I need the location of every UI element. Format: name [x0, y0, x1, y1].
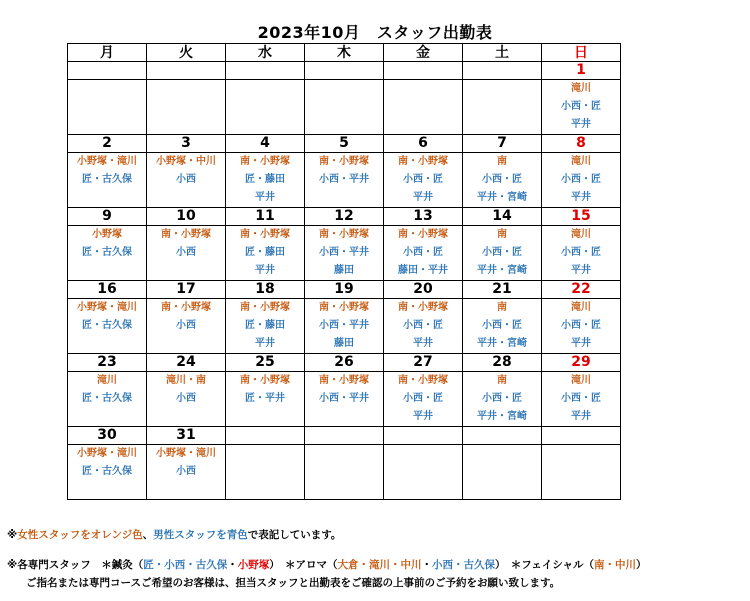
day-number: 19: [334, 281, 354, 297]
male-staff-line: 平井: [571, 411, 591, 422]
page-title: 2023年10月 スタッフ出勤表: [257, 23, 493, 42]
staff-row: [68, 372, 621, 427]
male-staff-line: 小西・匠: [561, 393, 601, 404]
male-staff-line: 匠・藤田: [245, 320, 285, 331]
staff-cell: [542, 299, 621, 354]
day-number: 23: [97, 354, 117, 370]
male-staff-line: 平井・宮崎: [477, 265, 527, 276]
weekday-fri: 金: [384, 44, 463, 62]
staff-cell: [305, 153, 384, 208]
staff-cell: [305, 299, 384, 354]
day-number: 8: [576, 135, 586, 151]
day-number: 22: [571, 281, 591, 297]
date-cell: [384, 208, 463, 226]
date-cell: [226, 281, 305, 299]
date-cell: [542, 354, 621, 372]
male-staff-line: 匠・古久保: [82, 466, 132, 477]
specialist-note: [7, 557, 646, 572]
staff-cell: [463, 372, 542, 427]
date-cell: [305, 208, 384, 226]
acupuncture-female-staff: 小野塚: [237, 559, 270, 571]
male-staff-line: 藤田・平井: [398, 265, 448, 276]
staff-cell: [226, 153, 305, 208]
staff-cell: [305, 80, 384, 135]
weekday-tue: 火: [147, 44, 226, 62]
day-number: 29: [571, 354, 591, 370]
note-mark: ※: [7, 529, 18, 541]
date-cell: [384, 62, 463, 80]
day-number: 14: [492, 208, 512, 224]
staff-cell: [542, 80, 621, 135]
date-cell: [147, 427, 226, 445]
male-staff-line: 小西: [176, 247, 196, 258]
staff-row: [68, 80, 621, 135]
aroma-sep: ・: [421, 559, 432, 571]
aroma-head: ） ＊アロマ（: [269, 559, 338, 571]
female-staff-line: 南: [497, 229, 507, 240]
female-staff-line: 南: [497, 375, 507, 386]
day-number: 17: [176, 281, 196, 297]
staff-cell: [384, 372, 463, 427]
staff-cell: [463, 299, 542, 354]
female-staff-line: 小野塚・滝川: [156, 448, 216, 459]
female-legend: 女性スタッフをオレンジ色: [17, 529, 143, 541]
staff-row: [68, 153, 621, 208]
staff-cell: [226, 372, 305, 427]
male-staff-line: 小西: [176, 320, 196, 331]
aroma-male-staff: 小西・古久保: [431, 559, 495, 571]
female-staff-line: 南・小野塚: [319, 156, 369, 167]
female-staff-line: 滝川: [571, 156, 591, 167]
reservation-note: ご指名または専門コースご希望のお客様は、担当スタッフと出勤表をご確認の上事前のご予約をお願い致します。: [26, 577, 561, 589]
day-number: 6: [418, 135, 428, 151]
date-cell: [463, 135, 542, 153]
date-cell: [68, 135, 147, 153]
female-staff-line: 南: [497, 302, 507, 313]
staff-cell: [147, 299, 226, 354]
date-cell: [226, 135, 305, 153]
male-staff-line: 平井: [413, 192, 433, 203]
female-staff-line: 南・小野塚: [161, 229, 211, 240]
date-cell: [542, 135, 621, 153]
female-staff-line: 南: [497, 156, 507, 167]
male-staff-line: 平井: [571, 119, 591, 130]
staff-cell: [147, 226, 226, 281]
date-cell: [147, 281, 226, 299]
date-cell: [226, 427, 305, 445]
male-staff-line: 平井: [255, 265, 275, 276]
staff-cell: [68, 299, 147, 354]
date-cell: [68, 281, 147, 299]
weekday-sat: 土: [463, 44, 542, 62]
staff-cell: [68, 445, 147, 500]
male-staff-line: 匠・藤田: [245, 247, 285, 258]
staff-cell: [226, 445, 305, 500]
date-cell: [542, 427, 621, 445]
staff-cell: [147, 372, 226, 427]
facial-staff: 南・中川: [593, 559, 636, 571]
male-staff-line: 小西・匠: [561, 247, 601, 258]
legend-note: [7, 527, 341, 542]
staff-cell: [384, 226, 463, 281]
staff-cell: [542, 372, 621, 427]
staff-cell: [542, 226, 621, 281]
male-staff-line: 平井・宮崎: [477, 411, 527, 422]
weekday-wed: 水: [226, 44, 305, 62]
day-number: 28: [492, 354, 512, 370]
male-staff-line: 平井: [255, 192, 275, 203]
day-number: 12: [334, 208, 354, 224]
date-row: [68, 281, 621, 299]
female-staff-line: 南・小野塚: [240, 156, 290, 167]
date-cell: [463, 427, 542, 445]
male-staff-line: 平井: [571, 338, 591, 349]
date-row: [68, 427, 621, 445]
note-suffix: で表記しています。: [247, 529, 342, 541]
female-staff-line: 南・小野塚: [398, 302, 448, 313]
staff-cell: [463, 153, 542, 208]
female-staff-line: 南・小野塚: [398, 375, 448, 386]
day-number: 7: [497, 135, 507, 151]
date-cell: [226, 354, 305, 372]
date-cell: [226, 62, 305, 80]
day-number: 18: [255, 281, 275, 297]
male-staff-line: 小西・匠: [482, 174, 522, 185]
day-number: 27: [413, 354, 433, 370]
male-staff-line: 匠・古久保: [82, 393, 132, 404]
staff-row: [68, 226, 621, 281]
date-cell: [68, 427, 147, 445]
staff-cell: [226, 226, 305, 281]
male-staff-line: 小西・匠: [482, 247, 522, 258]
male-staff-line: 小西: [176, 393, 196, 404]
weekday-sun: 日: [542, 44, 621, 62]
day-number: 3: [181, 135, 191, 151]
female-staff-line: 滝川: [97, 375, 117, 386]
female-staff-line: 滝川: [571, 302, 591, 313]
date-cell: [305, 354, 384, 372]
weekday-thu: 木: [305, 44, 384, 62]
date-cell: [305, 135, 384, 153]
male-staff-line: 匠・古久保: [82, 320, 132, 331]
date-cell: [384, 135, 463, 153]
date-cell: [68, 354, 147, 372]
staff-row: [68, 299, 621, 354]
staff-cell: [68, 80, 147, 135]
male-staff-line: 匠・平井: [245, 393, 285, 404]
weekday-header-row: [68, 44, 621, 62]
day-number: 21: [492, 281, 512, 297]
female-staff-line: 滝川: [571, 83, 591, 94]
specialist-head: ※各専門スタッフ ＊鍼灸（: [7, 559, 144, 571]
date-cell: [68, 208, 147, 226]
acupuncture-male-staff: 匠・小西・古久保: [143, 559, 228, 571]
female-staff-line: 南・小野塚: [240, 375, 290, 386]
female-staff-line: 小野塚・滝川: [77, 448, 137, 459]
day-number: 5: [339, 135, 349, 151]
date-cell: [463, 354, 542, 372]
note-sep: 、: [142, 529, 154, 541]
male-staff-line: 小西・平井: [319, 320, 369, 331]
male-staff-line: 小西・平井: [319, 174, 369, 185]
date-cell: [384, 427, 463, 445]
staff-cell: [384, 80, 463, 135]
day-number: 10: [176, 208, 196, 224]
date-cell: [463, 208, 542, 226]
day-number: 13: [413, 208, 433, 224]
male-staff-line: 匠・古久保: [82, 174, 132, 185]
female-staff-line: 小野塚・滝川: [77, 302, 137, 313]
male-staff-line: 小西・平井: [319, 247, 369, 258]
day-number: 30: [97, 427, 117, 443]
female-staff-line: 南・小野塚: [240, 302, 290, 313]
staff-cell: [226, 80, 305, 135]
male-staff-line: 平井: [571, 265, 591, 276]
staff-cell: [147, 445, 226, 500]
date-cell: [463, 62, 542, 80]
facial-head: ） ＊フェイシャル（: [494, 559, 594, 571]
male-staff-line: 小西・匠: [561, 101, 601, 112]
staff-cell: [542, 153, 621, 208]
female-staff-line: 南・小野塚: [398, 156, 448, 167]
date-cell: [463, 281, 542, 299]
date-row: [68, 135, 621, 153]
staff-cell: [463, 445, 542, 500]
staff-cell: [147, 80, 226, 135]
male-staff-line: 小西・匠: [482, 393, 522, 404]
date-cell: [147, 208, 226, 226]
staff-row: [68, 445, 621, 500]
staff-cell: [384, 299, 463, 354]
day-number: 1: [576, 62, 586, 78]
day-number: 24: [176, 354, 196, 370]
male-staff-line: 平井: [571, 192, 591, 203]
male-staff-line: 小西: [176, 174, 196, 185]
female-staff-line: 滝川: [571, 229, 591, 240]
female-staff-line: 南・小野塚: [240, 229, 290, 240]
male-staff-line: 小西・匠: [403, 393, 443, 404]
date-row: [68, 208, 621, 226]
day-number: 31: [176, 427, 196, 443]
male-staff-line: 平井: [255, 338, 275, 349]
female-staff-line: 滝川: [571, 375, 591, 386]
male-staff-line: 平井・宮崎: [477, 192, 527, 203]
staff-cell: [68, 226, 147, 281]
male-staff-line: 平井・宮崎: [477, 338, 527, 349]
date-cell: [542, 208, 621, 226]
staff-cell: [305, 226, 384, 281]
day-number: 2: [102, 135, 112, 151]
date-row: [68, 354, 621, 372]
male-staff-line: 藤田: [334, 338, 354, 349]
male-staff-line: 匠・古久保: [82, 247, 132, 258]
date-cell: [305, 427, 384, 445]
male-staff-line: 小西・匠: [561, 174, 601, 185]
aroma-female-staff: 大倉・滝川・中川: [337, 559, 422, 571]
staff-cell: [384, 445, 463, 500]
staff-calendar-table: [67, 43, 621, 500]
male-legend: 男性スタッフを青色: [153, 529, 248, 541]
staff-cell: [226, 299, 305, 354]
weekday-mon: 月: [68, 44, 147, 62]
date-cell: [305, 281, 384, 299]
staff-cell: [463, 226, 542, 281]
male-staff-line: 小西・匠: [561, 320, 601, 331]
female-staff-line: 小野塚・滝川: [77, 156, 137, 167]
staff-cell: [542, 445, 621, 500]
date-cell: [68, 62, 147, 80]
male-staff-line: 小西・匠: [403, 320, 443, 331]
day-number: 9: [102, 208, 112, 224]
date-cell: [384, 354, 463, 372]
day-number: 26: [334, 354, 354, 370]
date-cell: [542, 62, 621, 80]
staff-cell: [305, 372, 384, 427]
male-staff-line: 小西: [176, 466, 196, 477]
day-number: 16: [97, 281, 117, 297]
acupuncture-sep: ・: [227, 559, 238, 571]
facial-close: ）: [635, 559, 647, 571]
female-staff-line: 滝川・南: [166, 375, 206, 386]
day-number: 15: [571, 208, 591, 224]
male-staff-line: 小西・匠: [403, 174, 443, 185]
date-cell: [147, 62, 226, 80]
day-number: 25: [255, 354, 275, 370]
female-staff-line: 南・小野塚: [161, 302, 211, 313]
male-staff-line: 匠・藤田: [245, 174, 285, 185]
male-staff-line: 小西・匠: [403, 247, 443, 258]
staff-cell: [68, 372, 147, 427]
date-cell: [305, 62, 384, 80]
male-staff-line: 平井: [413, 411, 433, 422]
female-staff-line: 南・小野塚: [319, 229, 369, 240]
date-cell: [147, 354, 226, 372]
male-staff-line: 小西・匠: [482, 320, 522, 331]
female-staff-line: 小野塚: [92, 229, 122, 240]
male-staff-line: 平井: [413, 338, 433, 349]
staff-cell: [384, 153, 463, 208]
female-staff-line: 小野塚・中川: [156, 156, 216, 167]
female-staff-line: 南・小野塚: [398, 229, 448, 240]
male-staff-line: 藤田: [334, 265, 354, 276]
staff-cell: [305, 445, 384, 500]
date-cell: [384, 281, 463, 299]
date-cell: [147, 135, 226, 153]
date-cell: [542, 281, 621, 299]
day-number: 4: [260, 135, 270, 151]
staff-cell: [463, 80, 542, 135]
day-number: 20: [413, 281, 433, 297]
date-row: [68, 62, 621, 80]
female-staff-line: 南・小野塚: [319, 375, 369, 386]
day-number: 11: [255, 208, 275, 224]
male-staff-line: 小西・平井: [319, 393, 369, 404]
staff-cell: [68, 153, 147, 208]
staff-cell: [147, 153, 226, 208]
date-cell: [226, 208, 305, 226]
female-staff-line: 南・小野塚: [319, 302, 369, 313]
